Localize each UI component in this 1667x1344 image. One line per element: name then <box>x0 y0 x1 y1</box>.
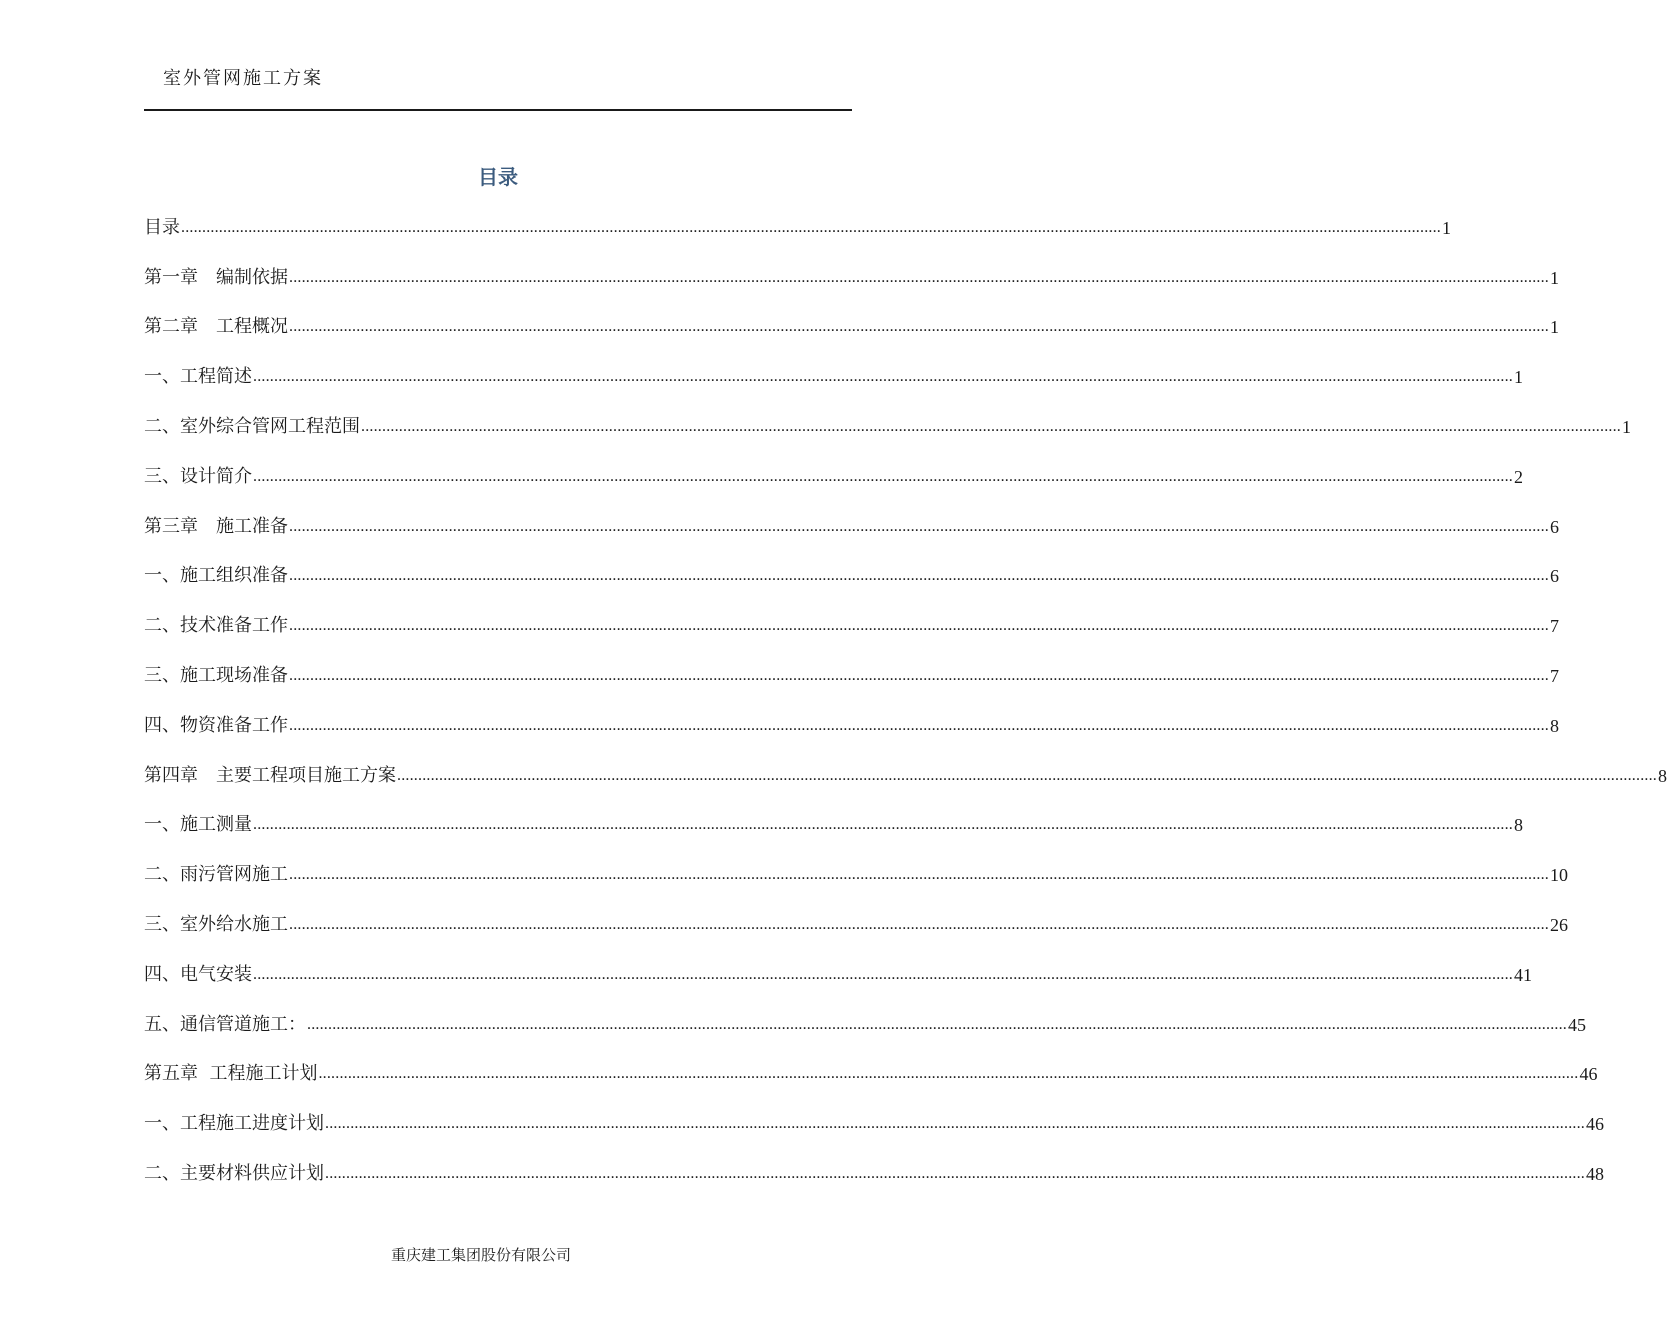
toc-entry-label: 第一章 编制依据 <box>144 266 288 288</box>
toc-dot-leader: ............................................................................................................................................................................................................................................................................................................ <box>289 517 1549 535</box>
toc-entry-label: 一、工程施工进度计划 <box>144 1113 324 1135</box>
toc-entry-label: 一、施工测量 <box>144 814 252 836</box>
toc-entry-page: 6 <box>1550 566 1559 587</box>
toc-entry[interactable] <box>144 552 1559 602</box>
toc-dot-leader: ............................................................................................................................................................................................................................................................................................................ <box>253 467 1513 485</box>
toc-entry-page: 26 <box>1550 914 1568 935</box>
toc-entry[interactable] <box>144 900 1568 950</box>
toc-entry-label: 第四章 主要工程项目施工方案 <box>144 764 396 786</box>
toc-entry-label: 一、施工组织准备 <box>144 565 288 587</box>
table-of-contents <box>144 203 1667 1199</box>
toc-dot-leader: ............................................................................................................................................................................................................................................................................................................ <box>289 915 1549 933</box>
toc-entry-label: 四、物资准备工作 <box>144 714 288 736</box>
toc-entry-page: 2 <box>1514 466 1523 487</box>
toc-dot-leader: ............................................................................................................................................................................................................................................................................................................ <box>253 368 1513 386</box>
toc-entry[interactable] <box>144 1000 1586 1050</box>
toc-dot-leader: ............................................................................................................................................................................................................................................................................................................ <box>289 716 1549 734</box>
toc-entry[interactable] <box>144 352 1523 402</box>
toc-entry-label: 二、雨污管网施工 <box>144 864 288 886</box>
toc-entry-page: 48 <box>1586 1163 1604 1184</box>
toc-entry[interactable] <box>144 203 1451 253</box>
toc-entry-label: 第三章 施工准备 <box>144 515 288 537</box>
toc-entry-page: 1 <box>1550 267 1559 288</box>
toc-entry[interactable] <box>144 850 1568 900</box>
toc-entry-page: 46 <box>1586 1114 1604 1135</box>
page-header-title: 室外管网施工方案 <box>163 68 323 89</box>
toc-entry[interactable] <box>144 601 1559 651</box>
toc-dot-leader: ............................................................................................................................................................................................................................................................................................................ <box>289 666 1549 684</box>
toc-dot-leader: ............................................................................................................................................................................................................................................................................................................ <box>325 1115 1585 1133</box>
toc-entry-label: 三、室外给水施工 <box>144 913 288 935</box>
toc-entry-label: 二、室外综合管网工程范围 <box>144 415 360 437</box>
toc-dot-leader: ............................................................................................................................................................................................................................................................................................................ <box>325 1164 1585 1182</box>
toc-dot-leader: ............................................................................................................................................................................................................................................................................................................ <box>289 617 1549 635</box>
toc-entry[interactable] <box>144 253 1559 303</box>
toc-entry-page: 41 <box>1514 964 1532 985</box>
toc-entry[interactable] <box>144 303 1559 353</box>
toc-entry-page: 1 <box>1514 367 1523 388</box>
toc-entry[interactable] <box>144 502 1559 552</box>
toc-entry[interactable] <box>144 402 1631 452</box>
toc-dot-leader: ............................................................................................................................................................................................................................................................................................................ <box>253 965 1513 983</box>
toc-entry-label: 一、工程简述 <box>144 366 252 388</box>
toc-entry[interactable] <box>144 751 1667 801</box>
toc-dot-leader: ............................................................................................................................................................................................................................................................................................................ <box>361 417 1621 435</box>
toc-entry-page: 7 <box>1550 665 1559 686</box>
toc-entry[interactable] <box>144 1099 1604 1149</box>
toc-entry-label: 第五章 工程施工计划 <box>144 1063 318 1085</box>
toc-dot-leader: ............................................................................................................................................................................................................................................................................................................ <box>307 1015 1567 1033</box>
toc-entry-page: 1 <box>1442 217 1451 238</box>
toc-entry-page: 8 <box>1550 715 1559 736</box>
toc-entry-label: 目录 <box>144 216 180 238</box>
toc-dot-leader: ............................................................................................................................................................................................................................................................................................................ <box>289 866 1549 884</box>
toc-entry-label: 第二章 工程概况 <box>144 316 288 338</box>
toc-entry[interactable] <box>144 452 1523 502</box>
toc-dot-leader: ............................................................................................................................................................................................................................................................................................................ <box>289 567 1549 585</box>
toc-entry[interactable] <box>144 651 1559 701</box>
toc-entry-page: 8 <box>1658 765 1667 786</box>
page-footer-company: 重庆建工集团股份有限公司 <box>390 1246 571 1264</box>
toc-entry[interactable] <box>144 950 1532 1000</box>
toc-entry-page: 6 <box>1550 516 1559 537</box>
toc-entry[interactable] <box>144 701 1559 751</box>
toc-entry-label: 五、通信管道施工： <box>144 1013 306 1035</box>
toc-entry-label: 四、电气安装 <box>144 963 252 985</box>
toc-entry-page: 45 <box>1568 1014 1586 1035</box>
toc-entry-page: 1 <box>1622 416 1631 437</box>
toc-entry-page: 1 <box>1550 317 1559 338</box>
toc-entry-page: 10 <box>1550 865 1568 886</box>
toc-entry-label: 三、设计简介 <box>144 465 252 487</box>
toc-dot-leader: ............................................................................................................................................................................................................................................................................................................ <box>318 1065 1579 1083</box>
toc-entry-label: 三、施工现场准备 <box>144 664 288 686</box>
toc-dot-leader: ............................................................................................................................................................................................................................................................................................................ <box>253 816 1513 834</box>
toc-entry-page: 8 <box>1514 815 1523 836</box>
toc-entry[interactable] <box>144 1149 1604 1199</box>
toc-heading: 目录 <box>478 165 518 189</box>
toc-dot-leader: ............................................................................................................................................................................................................................................................................................................ <box>397 766 1657 784</box>
toc-dot-leader: ............................................................................................................................................................................................................................................................................................................ <box>289 318 1549 336</box>
toc-entry-label: 二、主要材料供应计划 <box>144 1162 324 1184</box>
toc-entry[interactable] <box>144 1050 1598 1100</box>
toc-dot-leader: ............................................................................................................................................................................................................................................................................................................ <box>181 218 1441 236</box>
toc-entry-label: 二、技术准备工作 <box>144 615 288 637</box>
toc-entry-page: 46 <box>1579 1064 1598 1085</box>
toc-entry-page: 7 <box>1550 616 1559 637</box>
toc-entry[interactable] <box>144 801 1523 851</box>
toc-dot-leader: ............................................................................................................................................................................................................................................................................................................ <box>289 268 1549 286</box>
header-divider <box>144 109 852 111</box>
